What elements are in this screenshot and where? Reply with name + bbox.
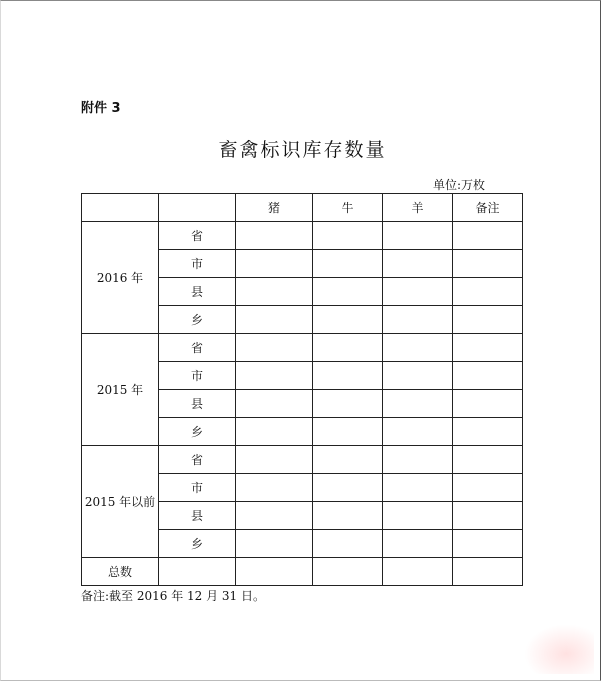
data-cell[interactable] xyxy=(383,390,453,418)
data-cell[interactable] xyxy=(313,418,383,446)
attachment-label: 附件 3 xyxy=(81,101,121,116)
level-label: 省 xyxy=(159,334,236,362)
data-cell[interactable] xyxy=(383,306,453,334)
data-cell[interactable] xyxy=(313,446,383,474)
data-cell[interactable] xyxy=(383,418,453,446)
table-row xyxy=(82,446,523,474)
data-cell[interactable] xyxy=(236,530,313,558)
unit-label: 单位:万枚 xyxy=(433,178,486,192)
data-cell[interactable] xyxy=(383,250,453,278)
table-header-row xyxy=(82,194,523,222)
data-cell[interactable] xyxy=(236,474,313,502)
year-group-label: 2015 年 xyxy=(82,334,159,446)
level-label: 市 xyxy=(159,362,236,390)
data-cell[interactable] xyxy=(313,390,383,418)
data-cell[interactable] xyxy=(453,558,523,586)
data-cell[interactable] xyxy=(236,418,313,446)
data-cell[interactable] xyxy=(313,558,383,586)
data-cell[interactable] xyxy=(236,558,313,586)
header-cell: 猪 xyxy=(236,194,313,222)
level-label: 乡 xyxy=(159,530,236,558)
table-row xyxy=(82,222,523,250)
data-cell[interactable] xyxy=(453,334,523,362)
data-cell[interactable] xyxy=(313,278,383,306)
inventory-table xyxy=(81,193,523,586)
data-cell[interactable] xyxy=(453,306,523,334)
data-cell[interactable] xyxy=(236,222,313,250)
year-group-label: 2015 年以前 xyxy=(82,446,159,558)
level-label: 县 xyxy=(159,278,236,306)
data-cell[interactable] xyxy=(383,446,453,474)
data-cell[interactable] xyxy=(236,390,313,418)
data-cell[interactable] xyxy=(453,502,523,530)
data-cell[interactable] xyxy=(383,334,453,362)
data-cell[interactable] xyxy=(383,278,453,306)
header-cell: 备注 xyxy=(453,194,523,222)
data-cell[interactable] xyxy=(313,474,383,502)
data-cell[interactable] xyxy=(313,250,383,278)
document-title: 畜禽标识库存数量 xyxy=(218,139,387,161)
watermark-blur xyxy=(524,624,594,674)
data-cell[interactable] xyxy=(383,474,453,502)
data-cell[interactable] xyxy=(236,306,313,334)
data-cell[interactable] xyxy=(453,278,523,306)
data-cell[interactable] xyxy=(453,390,523,418)
header-cell xyxy=(159,194,236,222)
data-cell[interactable] xyxy=(453,222,523,250)
header-cell: 羊 xyxy=(383,194,453,222)
data-cell[interactable] xyxy=(453,530,523,558)
data-cell[interactable] xyxy=(236,362,313,390)
level-label: 乡 xyxy=(159,306,236,334)
year-group-label: 2016 年 xyxy=(82,222,159,334)
data-cell[interactable] xyxy=(236,250,313,278)
data-cell[interactable] xyxy=(383,502,453,530)
data-cell[interactable] xyxy=(383,222,453,250)
data-cell[interactable] xyxy=(313,306,383,334)
data-cell[interactable] xyxy=(313,334,383,362)
total-row xyxy=(82,558,523,586)
level-label: 县 xyxy=(159,390,236,418)
header-cell: 牛 xyxy=(313,194,383,222)
data-cell[interactable] xyxy=(453,362,523,390)
total-label: 总数 xyxy=(82,558,159,586)
data-cell[interactable] xyxy=(236,334,313,362)
header-cell xyxy=(82,194,159,222)
data-cell xyxy=(159,558,236,586)
data-cell[interactable] xyxy=(313,362,383,390)
level-label: 市 xyxy=(159,250,236,278)
data-cell[interactable] xyxy=(453,418,523,446)
footnote: 备注:截至 2016 年 12 月 31 日。 xyxy=(81,589,266,603)
data-cell[interactable] xyxy=(383,530,453,558)
data-cell[interactable] xyxy=(453,446,523,474)
level-label: 乡 xyxy=(159,418,236,446)
table-row xyxy=(82,334,523,362)
level-label: 省 xyxy=(159,222,236,250)
level-label: 市 xyxy=(159,474,236,502)
level-label: 县 xyxy=(159,502,236,530)
data-cell[interactable] xyxy=(383,558,453,586)
data-cell[interactable] xyxy=(313,222,383,250)
level-label: 省 xyxy=(159,446,236,474)
data-cell[interactable] xyxy=(236,502,313,530)
data-cell[interactable] xyxy=(236,278,313,306)
data-cell[interactable] xyxy=(453,474,523,502)
data-cell[interactable] xyxy=(453,250,523,278)
data-cell[interactable] xyxy=(313,502,383,530)
data-cell[interactable] xyxy=(383,362,453,390)
data-cell[interactable] xyxy=(236,446,313,474)
data-cell[interactable] xyxy=(313,530,383,558)
